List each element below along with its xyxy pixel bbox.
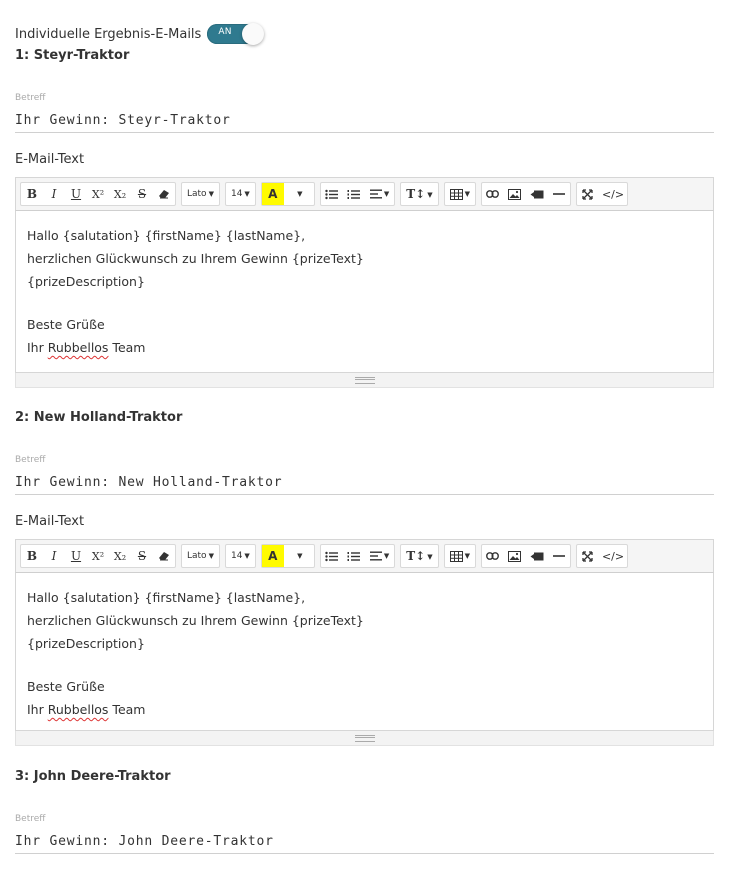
editor-resize-handle[interactable] — [15, 373, 714, 388]
grip-icon — [355, 735, 375, 742]
view-group — [576, 544, 628, 568]
email-editor — [15, 177, 714, 388]
body-line: Hallo {salutation} {firstName} {lastName}, — [27, 228, 306, 243]
font-family-dropdown[interactable] — [182, 183, 219, 205]
subject-input[interactable] — [15, 470, 714, 495]
chevron-down-icon: ▼ — [297, 190, 303, 198]
underline-button[interactable]: U — [70, 549, 82, 563]
body-blank-line — [27, 655, 702, 675]
view-group — [576, 182, 628, 206]
format-group — [20, 182, 176, 206]
insert-group — [481, 544, 571, 568]
italic-button[interactable]: I — [51, 549, 57, 563]
bullet-list-icon[interactable] — [321, 183, 343, 205]
superscript-button[interactable]: X² — [91, 187, 105, 201]
link-icon[interactable] — [482, 545, 504, 567]
align-left-icon — [370, 189, 382, 199]
signature-suffix: Team — [108, 702, 146, 717]
editor-toolbar — [15, 539, 714, 573]
body-line: Beste Grüße — [27, 679, 105, 694]
body-blank-line — [27, 293, 702, 313]
chevron-down-icon: ▼ — [427, 551, 433, 561]
body-line: Beste Grüße — [27, 317, 105, 332]
strikethrough-button[interactable]: S — [137, 549, 147, 563]
image-icon[interactable] — [504, 545, 526, 567]
paragraph-group — [320, 182, 395, 206]
toggle-state-label: AN — [218, 27, 232, 37]
numbered-list-icon[interactable] — [343, 183, 365, 205]
font-size-value: 14 — [230, 189, 243, 199]
format-group — [20, 544, 176, 568]
chevron-down-icon: ▼ — [383, 552, 390, 560]
insert-group — [481, 182, 571, 206]
font-size-dropdown[interactable] — [226, 183, 255, 205]
signature-prefix: Ihr — [27, 340, 48, 355]
signature-prefix: Ihr — [27, 702, 48, 717]
superscript-button[interactable]: X² — [91, 549, 105, 563]
prize-title: 1: Steyr-Traktor — [15, 48, 130, 63]
subscript-button[interactable]: X₂ — [113, 549, 127, 563]
individual-emails-toggle[interactable] — [207, 24, 263, 44]
editor-resize-handle[interactable] — [15, 731, 714, 746]
chevron-down-icon: ▼ — [297, 552, 303, 560]
text-style-dropdown[interactable] — [401, 183, 437, 205]
color-dropdown[interactable] — [284, 545, 314, 567]
align-dropdown[interactable] — [365, 183, 394, 205]
text-style-label: T↕ — [406, 187, 426, 201]
highlight-color-button[interactable]: A — [262, 545, 284, 567]
horizontal-rule-icon[interactable] — [548, 183, 570, 205]
font-family-group — [181, 544, 220, 568]
color-dropdown[interactable] — [284, 183, 314, 205]
italic-button[interactable]: I — [51, 187, 57, 201]
body-signature-line — [27, 336, 702, 359]
font-family-group — [181, 182, 220, 206]
email-body-editor[interactable] — [15, 211, 714, 373]
prize-title: 3: John Deere-Traktor — [15, 769, 171, 784]
style-group — [400, 544, 438, 568]
prize-title: 2: New Holland-Traktor — [15, 410, 183, 425]
table-group — [444, 544, 476, 568]
individual-emails-toggle-row — [15, 22, 263, 46]
subject-label: Betreff — [15, 814, 46, 824]
color-group — [261, 182, 315, 206]
text-style-dropdown[interactable] — [401, 545, 437, 567]
individual-emails-label: Individuelle Ergebnis-E-Mails — [15, 26, 202, 42]
toggle-knob[interactable] — [242, 23, 264, 45]
signature-suffix: Team — [108, 340, 146, 355]
video-icon[interactable] — [526, 545, 548, 567]
link-icon[interactable] — [482, 183, 504, 205]
subject-label: Betreff — [15, 93, 46, 103]
text-style-label: T↕ — [406, 549, 426, 563]
body-line: {prizeDescription} — [27, 636, 145, 651]
subject-input[interactable] — [15, 829, 714, 854]
table-group — [444, 182, 476, 206]
paragraph-group — [320, 544, 395, 568]
email-text-label: E-Mail-Text — [15, 514, 85, 529]
table-icon — [450, 189, 463, 200]
code-view-icon[interactable]: </> — [601, 549, 625, 563]
image-icon[interactable] — [504, 183, 526, 205]
horizontal-rule-icon[interactable] — [548, 545, 570, 567]
subject-input[interactable] — [15, 108, 714, 133]
chevron-down-icon: ▼ — [244, 552, 250, 560]
eraser-icon[interactable] — [153, 545, 175, 567]
video-icon[interactable] — [526, 183, 548, 205]
editor-toolbar — [15, 177, 714, 211]
email-text-label: E-Mail-Text — [15, 152, 85, 167]
signature-brand: Rubbellos — [47, 340, 109, 355]
email-editor — [15, 539, 714, 746]
color-group — [261, 544, 315, 568]
chevron-down-icon: ▼ — [464, 552, 470, 560]
body-line: Hallo {salutation} {firstName} {lastName}, — [27, 590, 306, 605]
body-signature-line — [27, 698, 702, 721]
font-size-group — [225, 182, 256, 206]
grip-icon — [355, 377, 375, 384]
table-dropdown[interactable] — [445, 183, 475, 205]
table-dropdown[interactable] — [445, 545, 475, 567]
chevron-down-icon: ▼ — [383, 190, 390, 198]
fullscreen-icon[interactable] — [577, 545, 599, 567]
chevron-down-icon: ▼ — [244, 190, 250, 198]
chevron-down-icon: ▼ — [464, 190, 470, 198]
table-icon — [450, 551, 463, 562]
align-left-icon — [370, 551, 382, 561]
signature-brand: Rubbellos — [47, 702, 109, 717]
email-body-editor[interactable] — [15, 573, 714, 731]
code-view-icon[interactable]: </> — [601, 187, 625, 201]
font-family-value: Lato — [187, 189, 207, 199]
subject-label: Betreff — [15, 455, 46, 465]
numbered-list-icon[interactable] — [343, 545, 365, 567]
chevron-down-icon: ▼ — [427, 189, 433, 199]
align-dropdown[interactable] — [365, 545, 394, 567]
eraser-icon[interactable] — [153, 183, 175, 205]
fullscreen-icon[interactable] — [577, 183, 599, 205]
font-size-dropdown[interactable] — [226, 545, 255, 567]
underline-button[interactable]: U — [70, 187, 82, 201]
body-line: {prizeDescription} — [27, 274, 145, 289]
strikethrough-button[interactable]: S — [137, 187, 147, 201]
body-line: herzlichen Glückwunsch zu Ihrem Gewinn {prizeText} — [27, 613, 364, 628]
chevron-down-icon: ▼ — [208, 190, 214, 198]
body-line: herzlichen Glückwunsch zu Ihrem Gewinn {prizeText} — [27, 251, 364, 266]
style-group — [400, 182, 438, 206]
font-family-dropdown[interactable] — [182, 545, 219, 567]
font-size-group — [225, 544, 256, 568]
font-family-value: Lato — [187, 551, 207, 561]
bullet-list-icon[interactable] — [321, 545, 343, 567]
chevron-down-icon: ▼ — [208, 552, 214, 560]
bold-button[interactable]: B — [26, 187, 38, 201]
bold-button[interactable]: B — [26, 549, 38, 563]
font-size-value: 14 — [230, 551, 243, 561]
subscript-button[interactable]: X₂ — [113, 187, 127, 201]
highlight-color-button[interactable]: A — [262, 183, 284, 205]
